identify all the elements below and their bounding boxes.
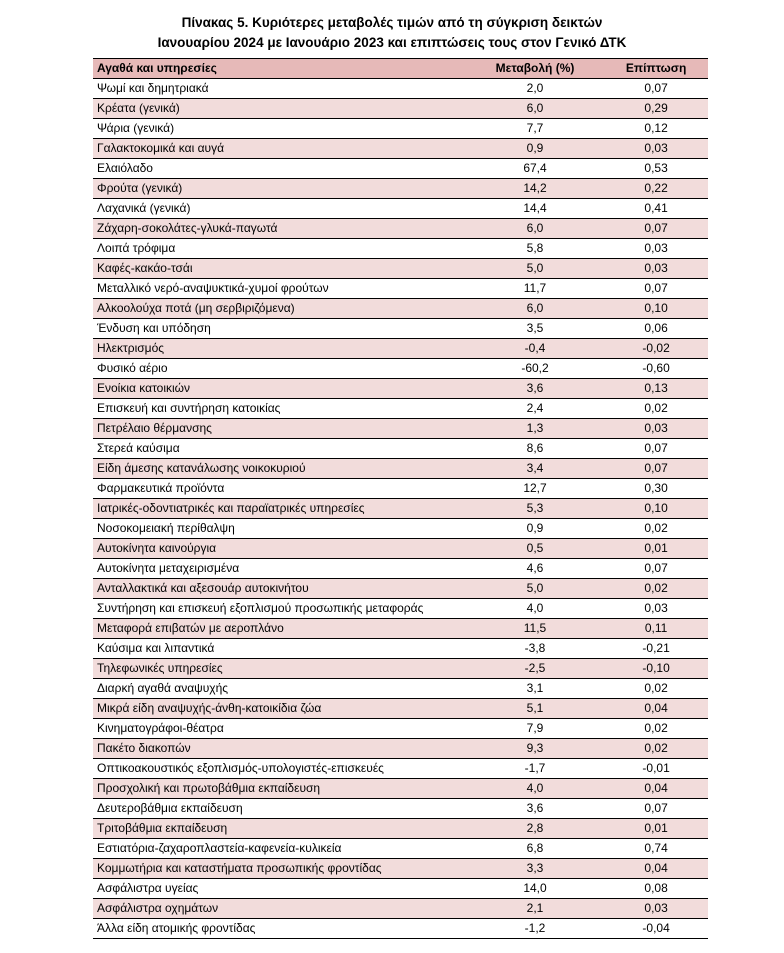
row-change-percent: 5,0 [466, 259, 604, 279]
table-row [93, 279, 708, 299]
table-row [93, 879, 708, 899]
table-row [93, 719, 708, 739]
row-goods-name: Δευτεροβάθμια εκπαίδευση [93, 799, 466, 819]
table-row [93, 299, 708, 319]
row-change-percent: 7,7 [466, 119, 604, 139]
row-change-percent: 3,3 [466, 859, 604, 879]
table-row [93, 659, 708, 679]
table-row [93, 219, 708, 239]
row-goods-name: Μικρά είδη αναψυχής-άνθη-κατοικίδια ζώα [93, 699, 466, 719]
row-impact: 0,04 [604, 859, 708, 879]
row-impact: 0,04 [604, 699, 708, 719]
table-row [93, 159, 708, 179]
row-change-percent: 3,6 [466, 799, 604, 819]
row-impact: 0,03 [604, 259, 708, 279]
table-row [93, 539, 708, 559]
row-goods-name: Αλκοολούχα ποτά (μη σερβιριζόμενα) [93, 299, 466, 319]
row-impact: 0,03 [604, 899, 708, 919]
row-change-percent: 5,1 [466, 699, 604, 719]
row-goods-name: Στερεά καύσιμα [93, 439, 466, 459]
header-goods-services: Αγαθά και υπηρεσίες [93, 59, 466, 79]
table-row [93, 459, 708, 479]
table-row [93, 579, 708, 599]
row-goods-name: Αυτοκίνητα καινούργια [93, 539, 466, 559]
row-goods-name: Οπτικοακουστικός εξοπλισμός-υπολογιστές-επισκευές [93, 759, 466, 779]
row-goods-name: Μεταλλικό νερό-αναψυκτικά-χυμοί φρούτων [93, 279, 466, 299]
row-change-percent: 67,4 [466, 159, 604, 179]
row-impact: -0,01 [604, 759, 708, 779]
header-row [93, 59, 708, 79]
row-impact: 0,04 [604, 779, 708, 799]
row-change-percent: 9,3 [466, 739, 604, 759]
table-row [93, 119, 708, 139]
row-change-percent: 0,9 [466, 139, 604, 159]
row-goods-name: Εστιατόρια-ζαχαροπλαστεία-καφενεία-κυλικεία [93, 839, 466, 859]
row-goods-name: Επισκευή και συντήρηση κατοικίας [93, 399, 466, 419]
row-change-percent: 14,2 [466, 179, 604, 199]
row-goods-name: Ηλεκτρισμός [93, 339, 466, 359]
row-impact: -0,21 [604, 639, 708, 659]
table-row [93, 259, 708, 279]
row-impact: 0,07 [604, 279, 708, 299]
row-change-percent: -3,8 [466, 639, 604, 659]
row-change-percent: 3,5 [466, 319, 604, 339]
row-change-percent: 2,4 [466, 399, 604, 419]
table-row [93, 499, 708, 519]
row-goods-name: Κομμωτήρια και καταστήματα προσωπικής φροντίδας [93, 859, 466, 879]
row-goods-name: Μεταφορά επιβατών με αεροπλάνο [93, 619, 466, 639]
row-impact: 0,07 [604, 79, 708, 99]
row-goods-name: Ζάχαρη-σοκολάτες-γλυκά-παγωτά [93, 219, 466, 239]
row-change-percent: 6,0 [466, 219, 604, 239]
row-change-percent: 4,0 [466, 599, 604, 619]
row-goods-name: Αυτοκίνητα μεταχειρισμένα [93, 559, 466, 579]
row-impact: 0,12 [604, 119, 708, 139]
row-goods-name: Νοσοκομειακή περίθαλψη [93, 519, 466, 539]
table-row [93, 339, 708, 359]
row-change-percent: 7,9 [466, 719, 604, 739]
row-change-percent: -1,7 [466, 759, 604, 779]
table-row [93, 379, 708, 399]
row-goods-name: Ελαιόλαδο [93, 159, 466, 179]
row-goods-name: Ιατρικές-οδοντιατρικές και παραϊατρικές υπηρεσίες [93, 499, 466, 519]
row-goods-name: Κινηματογράφοι-θέατρα [93, 719, 466, 739]
row-change-percent: 0,9 [466, 519, 604, 539]
row-change-percent: 5,0 [466, 579, 604, 599]
row-change-percent: 3,1 [466, 679, 604, 699]
row-change-percent: 3,4 [466, 459, 604, 479]
row-impact: 0,07 [604, 219, 708, 239]
row-impact: 0,02 [604, 719, 708, 739]
row-impact: 0,07 [604, 799, 708, 819]
row-impact: 0,41 [604, 199, 708, 219]
table-row [93, 639, 708, 659]
header-change-percent: Μεταβολή (%) [466, 59, 604, 79]
row-goods-name: Φαρμακευτικά προϊόντα [93, 479, 466, 499]
row-goods-name: Γαλακτοκομικά και αυγά [93, 139, 466, 159]
row-impact: 0,29 [604, 99, 708, 119]
table-row [93, 99, 708, 119]
row-impact: 0,08 [604, 879, 708, 899]
row-change-percent: 5,3 [466, 499, 604, 519]
row-impact: 0,03 [604, 419, 708, 439]
row-change-percent: -60,2 [466, 359, 604, 379]
table-row [93, 859, 708, 879]
row-impact: 0,06 [604, 319, 708, 339]
row-impact: 0,07 [604, 459, 708, 479]
row-goods-name: Ασφάλιστρα υγείας [93, 879, 466, 899]
row-impact: 0,10 [604, 499, 708, 519]
row-impact: 0,01 [604, 819, 708, 839]
row-change-percent: -2,5 [466, 659, 604, 679]
table-row [93, 779, 708, 799]
row-goods-name: Ενοίκια κατοικιών [93, 379, 466, 399]
table-row [93, 519, 708, 539]
row-impact: 0,03 [604, 599, 708, 619]
row-goods-name: Φρούτα (γενικά) [93, 179, 466, 199]
table-title [0, 13, 784, 53]
row-goods-name: Ένδυση και υπόδηση [93, 319, 466, 339]
row-goods-name: Ψάρια (γενικά) [93, 119, 466, 139]
table-row [93, 739, 708, 759]
table-row [93, 399, 708, 419]
row-change-percent: 2,0 [466, 79, 604, 99]
row-impact: 0,02 [604, 399, 708, 419]
row-goods-name: Συντήρηση και επισκευή εξοπλισμού προσωπικής μεταφοράς [93, 599, 466, 619]
table-title-line-1: Πίνακας 5. Κυριότερες μεταβολές τιμών από τη σύγκριση δεικτών [181, 15, 603, 30]
row-impact: 0,01 [604, 539, 708, 559]
row-change-percent: 6,0 [466, 299, 604, 319]
row-impact: 0,10 [604, 299, 708, 319]
table-row [93, 439, 708, 459]
table-row [93, 559, 708, 579]
row-impact: 0,03 [604, 139, 708, 159]
row-goods-name: Φυσικό αέριο [93, 359, 466, 379]
row-impact: 0,22 [604, 179, 708, 199]
row-change-percent: 0,5 [466, 539, 604, 559]
row-impact: -0,60 [604, 359, 708, 379]
row-goods-name: Τριτοβάθμια εκπαίδευση [93, 819, 466, 839]
table-row [93, 899, 708, 919]
row-change-percent: -1,2 [466, 919, 604, 939]
table-row [93, 179, 708, 199]
row-impact: 0,30 [604, 479, 708, 499]
row-change-percent: 6,0 [466, 99, 604, 119]
row-change-percent: 11,5 [466, 619, 604, 639]
row-impact: -0,04 [604, 919, 708, 939]
table-row [93, 79, 708, 99]
row-goods-name: Ανταλλακτικά και αξεσουάρ αυτοκινήτου [93, 579, 466, 599]
row-goods-name: Τηλεφωνικές υπηρεσίες [93, 659, 466, 679]
row-impact: -0,02 [604, 339, 708, 359]
row-change-percent: 12,7 [466, 479, 604, 499]
row-impact: 0,53 [604, 159, 708, 179]
row-goods-name: Είδη άμεσης κατανάλωσης νοικοκυριού [93, 459, 466, 479]
price-changes-table [93, 58, 708, 939]
row-impact: 0,02 [604, 739, 708, 759]
row-change-percent: 4,0 [466, 779, 604, 799]
row-goods-name: Ψωμί και δημητριακά [93, 79, 466, 99]
table-row [93, 819, 708, 839]
row-impact: 0,13 [604, 379, 708, 399]
row-goods-name: Καφές-κακάο-τσάι [93, 259, 466, 279]
table-row [93, 679, 708, 699]
table-row [93, 419, 708, 439]
table-header [93, 59, 708, 79]
table-row [93, 239, 708, 259]
table-row [93, 839, 708, 859]
table-row [93, 479, 708, 499]
row-impact: 0,74 [604, 839, 708, 859]
table-row [93, 799, 708, 819]
row-impact: 0,11 [604, 619, 708, 639]
table-row [93, 319, 708, 339]
row-impact: 0,02 [604, 519, 708, 539]
row-change-percent: 14,0 [466, 879, 604, 899]
row-goods-name: Πετρέλαιο θέρμανσης [93, 419, 466, 439]
row-goods-name: Καύσιμα και λιπαντικά [93, 639, 466, 659]
row-change-percent: 1,3 [466, 419, 604, 439]
header-impact: Επίπτωση [604, 59, 708, 79]
row-goods-name: Κρέατα (γενικά) [93, 99, 466, 119]
table-row [93, 359, 708, 379]
row-goods-name: Ασφάλιστρα οχημάτων [93, 899, 466, 919]
row-change-percent: 11,7 [466, 279, 604, 299]
row-impact: 0,02 [604, 679, 708, 699]
row-impact: 0,07 [604, 439, 708, 459]
row-goods-name: Λαχανικά (γενικά) [93, 199, 466, 219]
table-row [93, 619, 708, 639]
row-change-percent: 4,6 [466, 559, 604, 579]
row-change-percent: 8,6 [466, 439, 604, 459]
row-change-percent: 6,8 [466, 839, 604, 859]
table-row [93, 199, 708, 219]
table-row [93, 599, 708, 619]
row-change-percent: 5,8 [466, 239, 604, 259]
table-title-line-2: Ιανουαρίου 2024 με Ιανουάριο 2023 και επιπτώσεις τους στον Γενικό ΔΤΚ [157, 35, 627, 50]
row-goods-name: Άλλα είδη ατομικής φροντίδας [93, 919, 466, 939]
row-goods-name: Πακέτο διακοπών [93, 739, 466, 759]
table-row [93, 759, 708, 779]
row-change-percent: 3,6 [466, 379, 604, 399]
table-row [93, 139, 708, 159]
row-change-percent: 14,4 [466, 199, 604, 219]
row-change-percent: 2,8 [466, 819, 604, 839]
table-body [93, 79, 708, 939]
table-row [93, 699, 708, 719]
row-impact: 0,03 [604, 239, 708, 259]
row-goods-name: Λοιπά τρόφιμα [93, 239, 466, 259]
row-goods-name: Προσχολική και πρωτοβάθμια εκπαίδευση [93, 779, 466, 799]
row-change-percent: -0,4 [466, 339, 604, 359]
row-change-percent: 2,1 [466, 899, 604, 919]
table-row [93, 919, 708, 939]
row-impact: 0,02 [604, 579, 708, 599]
row-impact: -0,10 [604, 659, 708, 679]
row-goods-name: Διαρκή αγαθά αναψυχής [93, 679, 466, 699]
row-impact: 0,07 [604, 559, 708, 579]
